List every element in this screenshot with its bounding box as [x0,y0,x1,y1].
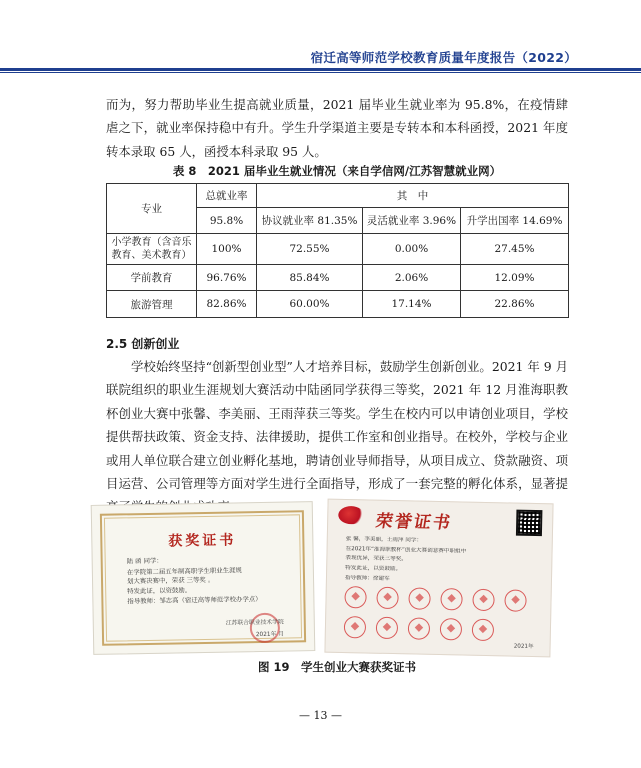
row-flexible: 2.06% [363,265,461,291]
seal-stamp [440,618,462,640]
row-major: 学前教育 [107,265,197,291]
seal-stamp [408,587,430,609]
header-title: 宿迁高等师范学校教育质量年度报告（2022） [310,50,577,65]
seal-stamp [376,617,398,639]
summary-total: 95.8% [197,208,257,234]
logo-emblem [338,506,364,525]
header-total: 总就业率 [197,184,257,208]
row-further-study: 22.86% [461,291,569,318]
certificate-issuer: 江苏联合职业技术学院 [225,619,284,627]
row-contract: 85.84% [257,265,363,291]
seal-stamp [408,617,430,639]
section-heading: 2.5 创新创业 [106,337,180,351]
seal-stamp [440,588,462,610]
seal-stamp [504,589,526,611]
row-major: 旅游管理 [107,291,197,318]
summary-further-study: 升学出国率 14.69% [461,208,569,234]
certificate-date: 2021年 月 [255,631,285,639]
header-breakdown: 其 中 [257,184,569,208]
row-total: 82.86% [197,291,257,318]
employment-table [106,183,569,318]
header-rule [0,68,641,71]
certificate-line: 指导教师：徐建军 [344,575,390,582]
figure-caption: 图 19 学生创业大赛获奖证书 [257,660,416,674]
table-row [107,234,569,265]
row-contract: 72.55% [257,234,363,265]
award-certificate-image [91,501,316,655]
certificate-line: 在2021年“淮海职教杯”创业大赛创意赛中职组中 [345,546,467,555]
qr-code-icon [516,510,543,537]
paragraph-innovation: 学校始终坚持“创新型创业型”人才培养目标，鼓励学生创新创业。2021 年 9 月联院组织的职业生涯规划大赛活动中陆函同学获得三等奖，2021 年 12 月淮海职教杯创业大赛中张馨、李美丽、王雨萍获三等奖。学生在校内可以申请创业项目，学校提供帮扶政策、资金支持、法律援助，提供工作室和创业指导。在校外，学校与企业或用人单位联合建立创业孵化基地，聘请创业导师指导，从项目成立、贷款融资、项目运营、公司管理等方面对学生进行全面指导，形成了一套完整的孵化体系，显著提 [106,359,568,492]
row-total: 100% [197,234,257,265]
certificate-line: 特发此证，以资鼓励。 [345,565,402,573]
summary-contract: 协议就业率 81.35% [257,208,363,234]
seal-stamps [344,586,541,650]
table-row [107,265,569,291]
honor-certificate-image [324,499,553,658]
seal-stamp [344,586,366,608]
certificate-title: 荣誉证书 [374,511,454,534]
certificate-line: 在学院第二届五年制高职学生职业生涯规 [126,566,242,577]
certificate-line: 指导教师：邹志高（宿迁高等师范学校办学点） [127,594,262,606]
summary-flexible: 灵活就业率 3.96% [363,208,461,234]
certificate-title: 获奖证书 [168,532,237,550]
paragraph-employment: 而为，努力帮助毕业生提高就业质量，2021 届毕业生就业率为 95.8%，在疫情肆虐之下，就业率保持稳中有升。学生升学渠道主要是专转本和本科函授，2021 年度转本录取 65 人，函授本科录取 95 人。 [106,97,568,159]
header-major: 专业 [107,184,197,234]
seal-stamp [472,589,494,611]
row-contract: 60.00% [257,291,363,318]
table-caption: 表 8 2021 届毕业生就业情况（来自学信网/江苏智慧就业网） [172,164,502,178]
certificate-date: 2021年 [513,643,534,650]
table-row [107,291,569,318]
row-further-study: 12.09% [461,265,569,291]
row-flexible: 17.14% [363,291,461,318]
page-number: — 13 — [299,709,342,722]
seal-stamp [344,616,366,638]
seal-stamp [472,619,494,641]
header-rule-thin [0,72,641,73]
certificate-line: 划大赛决赛中，荣获 三等奖 。 [126,575,215,586]
row-major: 小学教育（含音乐教育、美术教育） [107,234,197,265]
certificate-line: 表现优异，荣获三等奖。 [345,555,407,563]
row-further-study: 27.45% [461,234,569,265]
row-total: 96.76% [197,265,257,291]
certificate-line: 陆 函 同学： [126,556,163,566]
certificate-line: 特发此证，以资鼓励。 [127,586,192,596]
certificate-line: 张 馨，李美丽，王雨萍 同学： [345,536,423,544]
row-flexible: 0.00% [363,234,461,265]
seal-stamp [376,587,398,609]
